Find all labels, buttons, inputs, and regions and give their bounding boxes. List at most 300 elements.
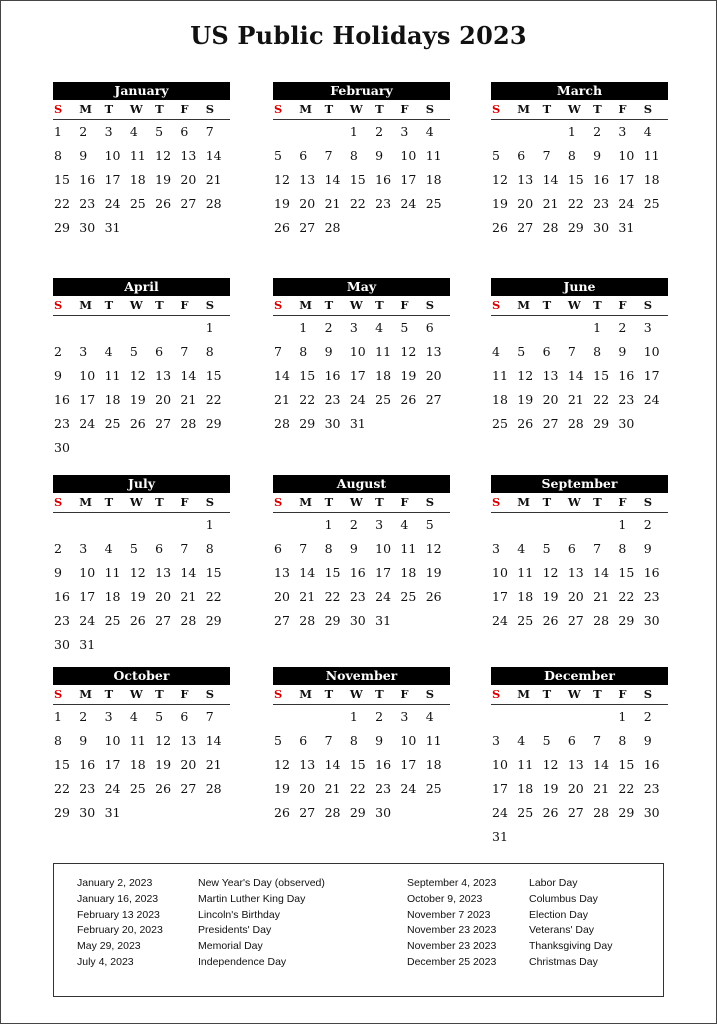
day-cell: 8: [205, 344, 214, 359]
empty-day: [273, 120, 298, 144]
day-cell: 29: [205, 613, 222, 628]
day-cell: 6: [567, 733, 576, 748]
day-cell: 10: [349, 344, 366, 359]
day-cell: 10: [618, 148, 635, 163]
day-cell: 15: [324, 565, 341, 580]
day-cell: 5: [129, 541, 138, 556]
weekday-label: T: [324, 298, 334, 312]
holiday-name: Presidents' Day: [198, 924, 272, 937]
day-cell: 2: [349, 517, 358, 532]
day-cell: 21: [542, 196, 559, 211]
day-cell: 13: [517, 172, 534, 187]
day-cell: 22: [299, 392, 316, 407]
day-cell: 9: [643, 541, 652, 556]
day-cell: 24: [79, 416, 96, 431]
weekday-row: [491, 685, 668, 705]
day-cell: 4: [643, 124, 652, 139]
weekday-row: [491, 493, 668, 513]
day-cell: 6: [180, 124, 189, 139]
day-cell: 18: [129, 172, 146, 187]
weekday-label: M: [299, 102, 313, 116]
day-cell: 25: [104, 613, 121, 628]
day-cell: 28: [324, 220, 341, 235]
day-cell: 30: [618, 416, 635, 431]
day-cell: 10: [104, 148, 121, 163]
day-cell: 29: [54, 805, 70, 820]
holiday-date: September 4, 2023: [407, 877, 497, 889]
day-cell: 6: [299, 148, 308, 163]
day-cell: 19: [274, 781, 290, 796]
day-cell: 3: [375, 517, 384, 532]
weekday-label: M: [517, 687, 531, 701]
weekday-label: S: [274, 298, 283, 312]
weekday-label: F: [180, 102, 189, 116]
day-cell: 15: [299, 368, 316, 383]
day-cell: 2: [54, 344, 62, 359]
day-cell: 5: [517, 344, 526, 359]
day-cell: 16: [593, 172, 610, 187]
day-cell: 12: [542, 757, 559, 772]
weekday-label: S: [425, 298, 435, 312]
weekday-label: S: [425, 687, 435, 701]
holiday-date: February 20, 2023: [77, 924, 163, 937]
day-cell: 20: [517, 196, 534, 211]
holiday-date: February 13 2023: [77, 908, 160, 921]
empty-day: [273, 513, 298, 537]
day-cell: 1: [205, 517, 214, 532]
day-cell: 3: [104, 124, 113, 139]
weekday-label: T: [375, 102, 384, 116]
day-cell: 22: [205, 589, 222, 604]
day-cell: 14: [274, 368, 290, 383]
day-cell: 13: [180, 733, 197, 748]
day-cell: 25: [425, 781, 442, 796]
day-cell: 16: [79, 172, 96, 187]
day-cell: 2: [643, 709, 652, 724]
day-grid: [273, 513, 450, 633]
day-cell: 15: [618, 757, 635, 772]
day-cell: 15: [567, 172, 584, 187]
empty-day: [567, 513, 592, 537]
day-cell: 21: [324, 781, 341, 796]
day-cell: 28: [274, 416, 290, 431]
day-cell: 13: [180, 148, 197, 163]
day-cell: 24: [492, 613, 508, 628]
day-cell: 6: [567, 541, 576, 556]
day-cell: 2: [54, 541, 62, 556]
month-header: June: [491, 278, 668, 296]
day-cell: 15: [349, 757, 366, 772]
day-cell: 2: [324, 320, 333, 335]
day-cell: 6: [155, 344, 164, 359]
day-cell: 17: [492, 589, 508, 604]
day-cell: 11: [425, 148, 442, 163]
empty-day: [516, 513, 541, 537]
day-cell: 9: [375, 148, 384, 163]
day-cell: 27: [542, 416, 559, 431]
month-header: November: [273, 667, 450, 685]
day-cell: 25: [104, 416, 121, 431]
empty-day: [542, 316, 567, 340]
day-cell: 4: [129, 709, 138, 724]
weekday-label: S: [492, 495, 501, 509]
day-cell: 22: [349, 196, 366, 211]
day-cell: 15: [593, 368, 610, 383]
day-cell: 8: [349, 733, 358, 748]
day-cell: 4: [517, 541, 526, 556]
day-cell: 14: [299, 565, 316, 580]
day-cell: 19: [274, 196, 290, 211]
weekday-label: S: [425, 102, 435, 116]
day-cell: 7: [567, 344, 576, 359]
day-cell: 29: [618, 613, 635, 628]
day-cell: 17: [492, 781, 508, 796]
day-cell: 31: [492, 829, 508, 844]
weekday-label: T: [324, 102, 334, 116]
weekday-label: M: [79, 687, 93, 701]
day-cell: 15: [205, 368, 222, 383]
empty-day: [516, 120, 541, 144]
empty-day: [491, 316, 516, 340]
day-cell: 9: [79, 733, 88, 748]
day-cell: 7: [542, 148, 551, 163]
page-title: US Public Holidays 2023: [190, 21, 527, 50]
day-cell: 24: [104, 781, 121, 796]
day-cell: 14: [567, 368, 584, 383]
day-cell: 31: [349, 416, 366, 431]
empty-day: [298, 513, 323, 537]
day-cell: 1: [54, 124, 62, 139]
day-cell: 26: [155, 196, 172, 211]
weekday-label: S: [205, 495, 215, 509]
day-cell: 11: [517, 757, 534, 772]
holiday-name: Martin Luther King Day: [198, 892, 306, 905]
day-cell: 29: [618, 805, 635, 820]
day-cell: 29: [593, 416, 610, 431]
holiday-name: Labor Day: [529, 877, 578, 889]
holiday-date: October 9, 2023: [407, 892, 483, 905]
day-cell: 2: [79, 709, 88, 724]
day-cell: 25: [517, 805, 534, 820]
month-august: [273, 475, 450, 633]
day-cell: 29: [567, 220, 584, 235]
weekday-label: T: [104, 298, 114, 312]
day-cell: 12: [425, 541, 442, 556]
holiday-date: November 23 2023: [407, 924, 497, 937]
day-cell: 20: [274, 589, 290, 604]
day-cell: 22: [54, 196, 70, 211]
empty-day: [78, 513, 103, 537]
day-cell: 24: [643, 392, 660, 407]
day-cell: 14: [324, 172, 341, 187]
day-cell: 20: [180, 172, 197, 187]
day-cell: 6: [517, 148, 526, 163]
day-cell: 5: [129, 344, 138, 359]
day-cell: 4: [104, 344, 113, 359]
day-cell: 20: [425, 368, 442, 383]
day-cell: 26: [425, 589, 442, 604]
weekday-label: M: [299, 687, 313, 701]
day-cell: 20: [542, 392, 559, 407]
day-cell: 1: [54, 709, 62, 724]
weekday-label: S: [492, 298, 501, 312]
day-cell: 16: [375, 757, 392, 772]
day-grid: [53, 705, 230, 825]
day-cell: 22: [618, 781, 635, 796]
day-cell: 3: [643, 320, 652, 335]
day-cell: 3: [349, 320, 358, 335]
day-cell: 16: [375, 172, 392, 187]
month-header: December: [491, 667, 668, 685]
day-cell: 25: [375, 392, 392, 407]
weekday-label: W: [129, 495, 143, 509]
day-cell: 16: [349, 565, 366, 580]
day-cell: 20: [299, 196, 316, 211]
day-cell: 11: [425, 733, 442, 748]
weekday-row: [491, 100, 668, 120]
day-cell: 15: [205, 565, 222, 580]
weekday-label: W: [567, 298, 581, 312]
day-cell: 21: [593, 781, 610, 796]
day-cell: 14: [542, 172, 559, 187]
day-cell: 3: [492, 733, 500, 748]
day-grid: [273, 316, 450, 436]
day-cell: 10: [79, 368, 96, 383]
day-cell: 4: [104, 541, 113, 556]
month-june: [491, 278, 668, 436]
day-cell: 17: [400, 757, 417, 772]
day-cell: 23: [324, 392, 341, 407]
month-header: August: [273, 475, 450, 493]
day-cell: 26: [274, 805, 290, 820]
day-cell: 22: [324, 589, 341, 604]
day-cell: 3: [400, 124, 409, 139]
day-cell: 31: [79, 637, 96, 652]
day-cell: 9: [375, 733, 384, 748]
weekday-label: S: [54, 687, 63, 701]
weekday-label: S: [54, 495, 63, 509]
day-cell: 17: [375, 565, 392, 580]
weekday-label: M: [299, 298, 313, 312]
weekday-row: [53, 493, 230, 513]
weekday-label: M: [517, 102, 531, 116]
weekday-row: [491, 296, 668, 316]
empty-day: [542, 705, 567, 729]
day-cell: 23: [79, 196, 96, 211]
day-cell: 6: [155, 541, 164, 556]
holiday-list: [53, 863, 664, 997]
day-cell: 29: [299, 416, 316, 431]
day-cell: 21: [274, 392, 290, 407]
day-cell: 3: [400, 709, 409, 724]
day-cell: 3: [79, 344, 88, 359]
day-cell: 30: [324, 416, 341, 431]
weekday-label: W: [129, 298, 143, 312]
weekday-label: S: [205, 687, 215, 701]
day-cell: 6: [425, 320, 434, 335]
day-cell: 6: [274, 541, 282, 556]
day-cell: 18: [104, 589, 121, 604]
day-cell: 28: [567, 416, 584, 431]
weekday-label: W: [349, 102, 363, 116]
day-cell: 14: [593, 565, 610, 580]
day-cell: 19: [542, 589, 559, 604]
weekday-label: W: [567, 687, 581, 701]
day-cell: 7: [324, 733, 333, 748]
day-cell: 8: [54, 733, 62, 748]
day-cell: 23: [593, 196, 610, 211]
day-cell: 8: [567, 148, 576, 163]
weekday-label: W: [349, 495, 363, 509]
day-cell: 23: [79, 781, 96, 796]
weekday-label: T: [155, 102, 164, 116]
day-cell: 14: [180, 368, 197, 383]
day-cell: 3: [79, 541, 88, 556]
day-cell: 17: [618, 172, 635, 187]
day-cell: 17: [79, 392, 96, 407]
day-cell: 28: [180, 416, 197, 431]
day-cell: 24: [492, 805, 508, 820]
day-cell: 27: [274, 613, 290, 628]
day-cell: 30: [54, 637, 70, 652]
day-cell: 24: [79, 613, 96, 628]
day-cell: 14: [324, 757, 341, 772]
weekday-label: T: [593, 102, 602, 116]
day-cell: 28: [542, 220, 559, 235]
weekday-label: T: [155, 687, 164, 701]
day-cell: 7: [205, 124, 214, 139]
weekday-label: S: [274, 102, 283, 116]
day-cell: 30: [79, 805, 96, 820]
day-cell: 7: [593, 733, 602, 748]
weekday-label: F: [400, 102, 409, 116]
day-cell: 4: [425, 709, 434, 724]
day-cell: 16: [324, 368, 341, 383]
day-cell: 15: [54, 172, 70, 187]
empty-day: [179, 513, 204, 537]
day-cell: 1: [618, 517, 627, 532]
weekday-label: T: [155, 298, 164, 312]
day-cell: 25: [517, 613, 534, 628]
day-cell: 12: [542, 565, 559, 580]
day-cell: 12: [155, 148, 172, 163]
day-cell: 1: [567, 124, 576, 139]
day-cell: 16: [618, 368, 635, 383]
empty-day: [78, 316, 103, 340]
day-cell: 5: [542, 541, 551, 556]
day-cell: 29: [205, 416, 222, 431]
day-cell: 27: [155, 416, 172, 431]
weekday-label: F: [180, 687, 189, 701]
day-cell: 24: [349, 392, 366, 407]
day-cell: 25: [129, 781, 146, 796]
day-cell: 25: [425, 196, 442, 211]
weekday-label: M: [79, 298, 93, 312]
day-cell: 24: [400, 196, 417, 211]
weekday-label: F: [618, 102, 627, 116]
day-cell: 8: [299, 344, 308, 359]
empty-day: [154, 513, 179, 537]
day-cell: 14: [205, 733, 222, 748]
day-cell: 23: [375, 196, 392, 211]
day-cell: 21: [180, 392, 197, 407]
day-cell: 7: [205, 709, 214, 724]
day-cell: 10: [643, 344, 660, 359]
day-cell: 21: [205, 757, 222, 772]
day-cell: 4: [129, 124, 138, 139]
weekday-label: S: [643, 687, 653, 701]
month-header: October: [53, 667, 230, 685]
weekday-label: W: [129, 102, 143, 116]
day-cell: 31: [104, 220, 121, 235]
day-cell: 10: [492, 757, 508, 772]
day-cell: 11: [517, 565, 534, 580]
weekday-row: [273, 493, 450, 513]
day-cell: 31: [104, 805, 121, 820]
weekday-label: T: [324, 495, 334, 509]
day-cell: 30: [593, 220, 610, 235]
day-cell: 3: [492, 541, 500, 556]
day-cell: 28: [593, 613, 610, 628]
weekday-label: S: [274, 495, 283, 509]
weekday-label: M: [79, 102, 93, 116]
day-cell: 5: [400, 320, 409, 335]
day-cell: 7: [274, 344, 282, 359]
day-cell: 10: [492, 565, 508, 580]
month-may: [273, 278, 450, 436]
day-cell: 7: [593, 541, 602, 556]
day-cell: 30: [375, 805, 392, 820]
day-cell: 13: [567, 757, 584, 772]
day-cell: 11: [129, 148, 146, 163]
day-cell: 2: [593, 124, 602, 139]
day-cell: 24: [104, 196, 121, 211]
day-cell: 10: [400, 733, 417, 748]
holiday-names-right: [529, 876, 612, 971]
weekday-label: T: [542, 102, 552, 116]
day-cell: 11: [643, 148, 660, 163]
day-cell: 27: [425, 392, 442, 407]
day-cell: 4: [425, 124, 434, 139]
month-header: February: [273, 82, 450, 100]
empty-day: [567, 705, 592, 729]
day-cell: 27: [567, 613, 584, 628]
weekday-label: S: [205, 298, 215, 312]
weekday-label: W: [129, 687, 143, 701]
day-cell: 1: [205, 320, 214, 335]
day-grid: [53, 316, 230, 460]
weekday-label: T: [593, 687, 602, 701]
day-cell: 22: [618, 589, 635, 604]
weekday-label: T: [542, 687, 552, 701]
weekday-label: T: [155, 495, 164, 509]
month-header: April: [53, 278, 230, 296]
day-cell: 23: [375, 781, 392, 796]
day-cell: 9: [54, 368, 62, 383]
day-cell: 12: [129, 368, 146, 383]
day-cell: 19: [492, 196, 508, 211]
day-cell: 12: [517, 368, 534, 383]
weekday-label: T: [324, 687, 334, 701]
day-cell: 11: [492, 368, 508, 383]
day-cell: 9: [79, 148, 88, 163]
holiday-name: Election Day: [529, 908, 588, 921]
day-grid: [273, 705, 450, 825]
weekday-label: S: [205, 102, 215, 116]
weekday-row: [273, 100, 450, 120]
day-cell: 15: [349, 172, 366, 187]
month-header: January: [53, 82, 230, 100]
